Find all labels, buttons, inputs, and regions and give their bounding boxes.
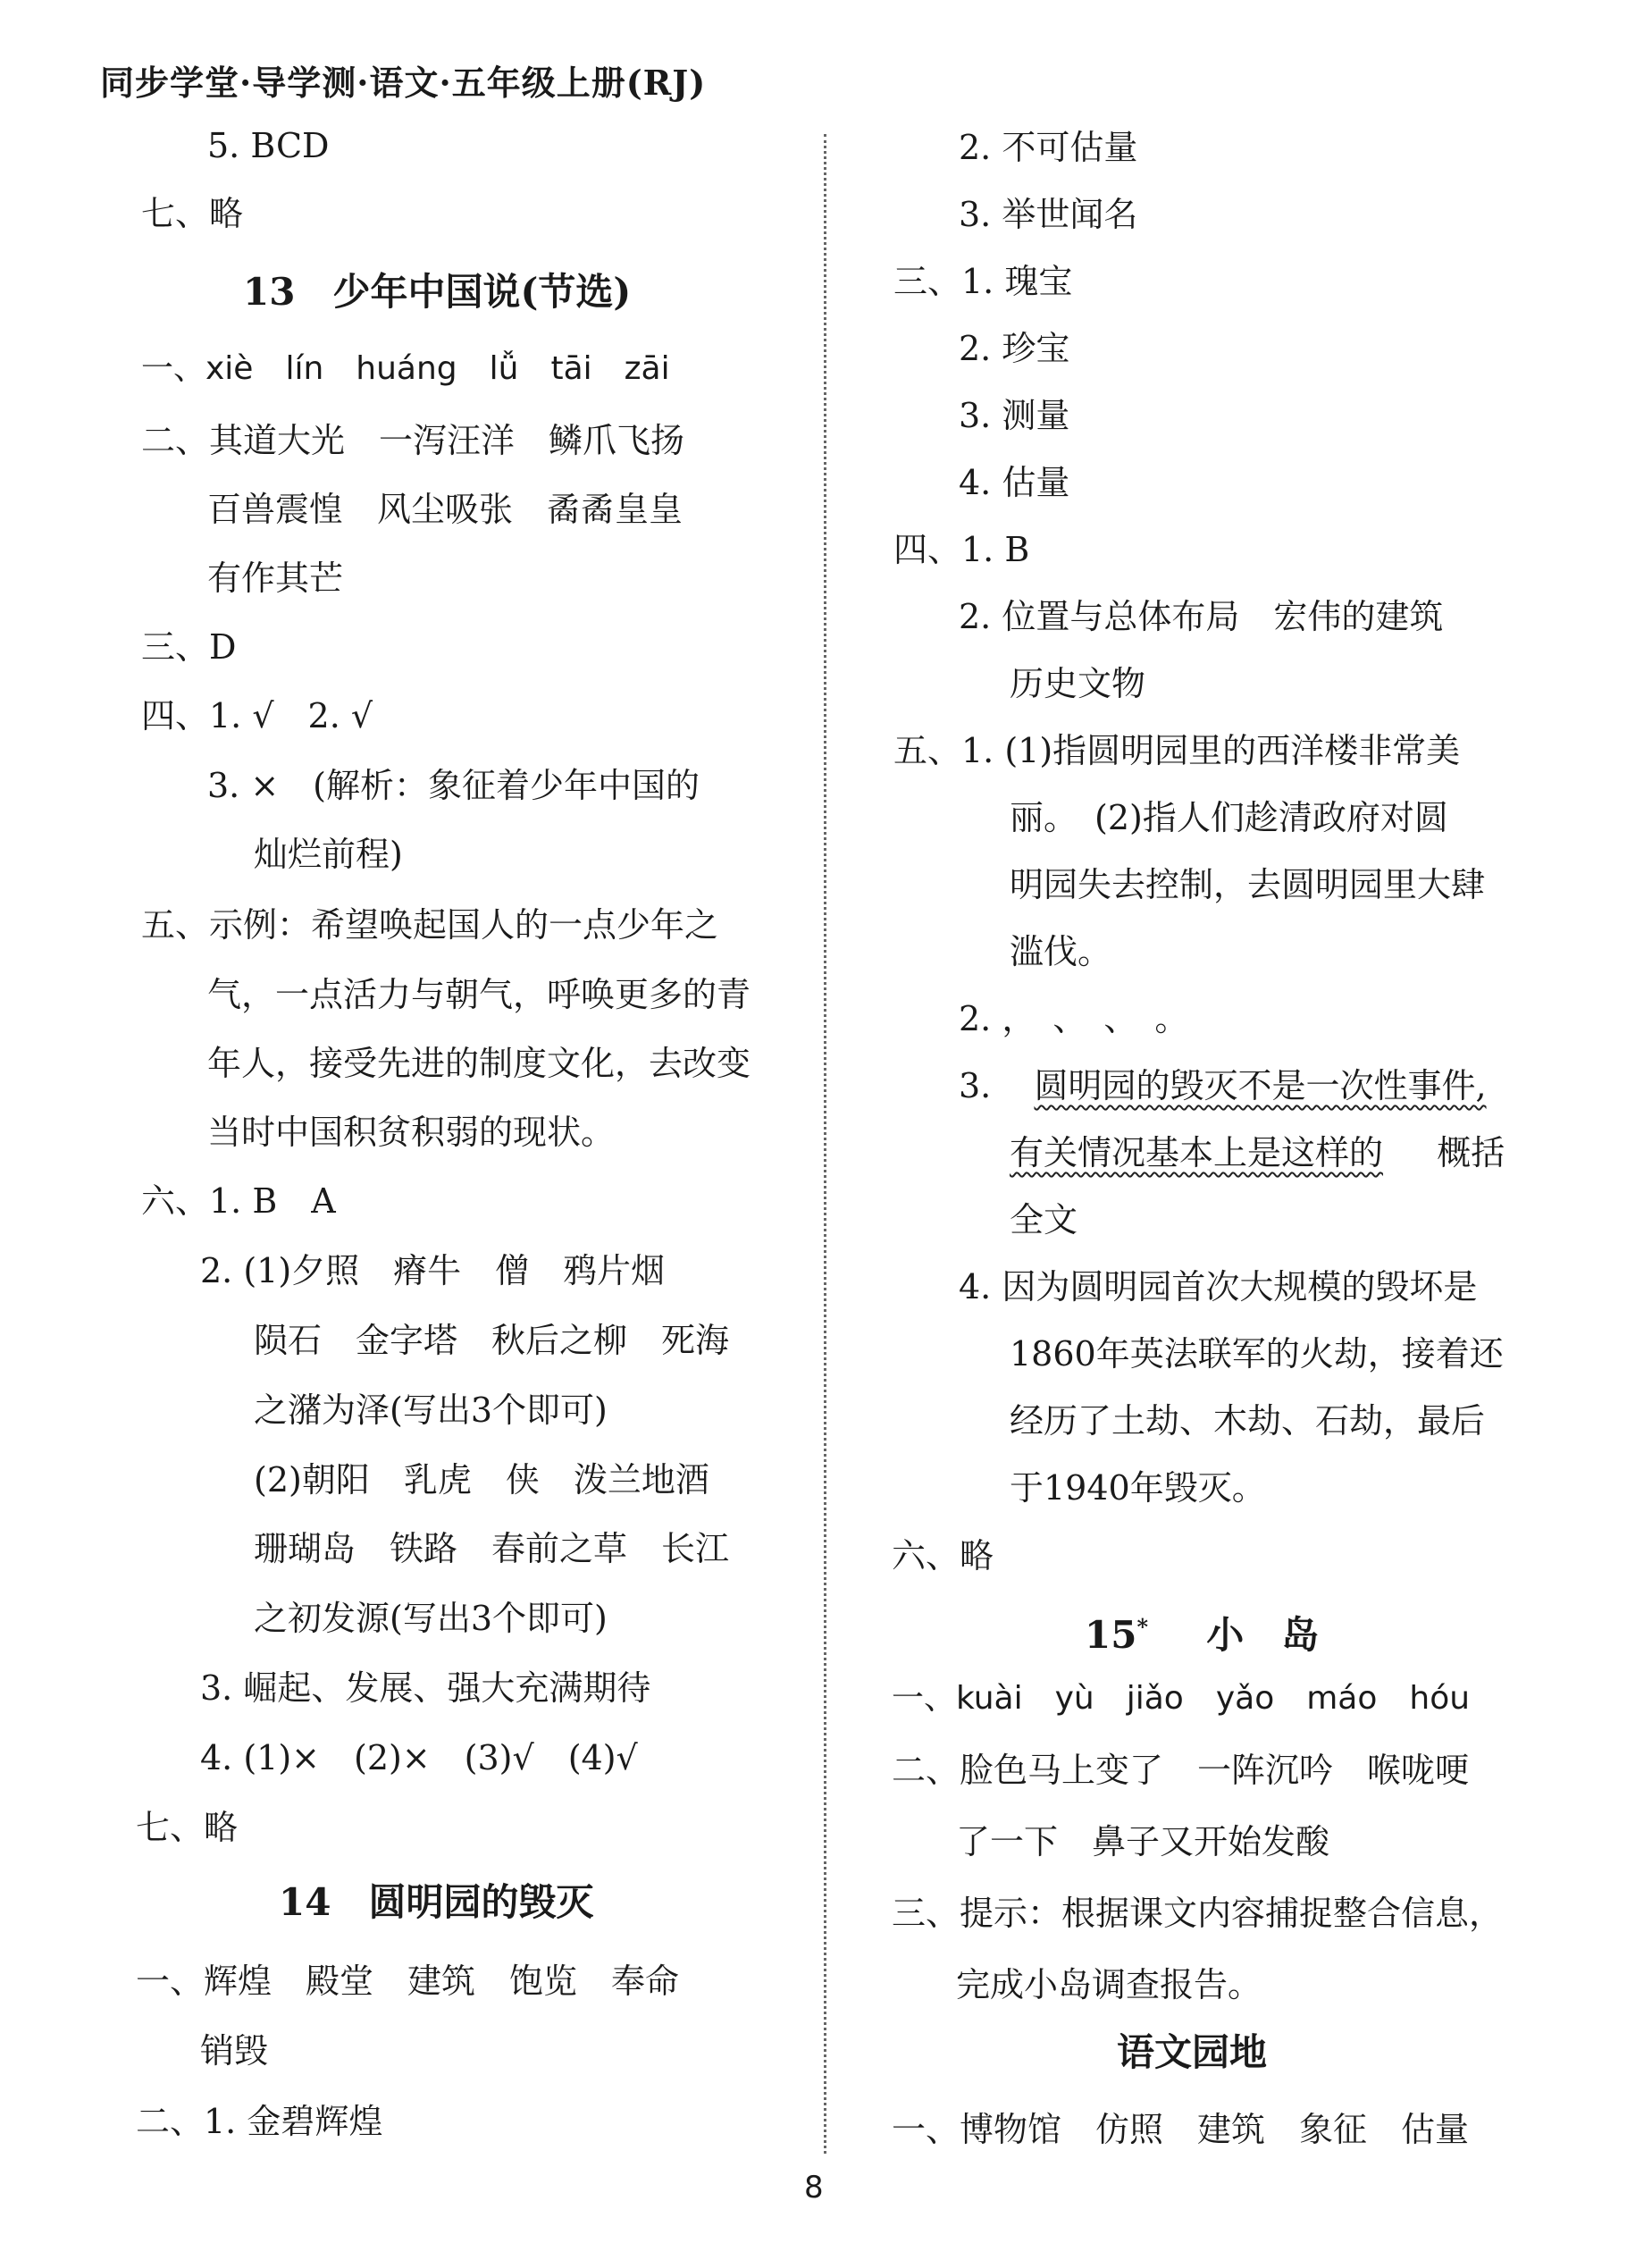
answer-line: 三、提示：根据课文内容捕捉整合信息， — [892, 1894, 1504, 1933]
page-header: 同步学堂·导学测·语文·五年级上册(RJ) — [100, 63, 707, 103]
answer-line: 二、1. 金碧辉煌 — [136, 2102, 383, 2141]
answer-line: 一、辉煌 殿堂 建筑 饱览 奉命 — [136, 1962, 680, 2001]
answer-line: 灿烂前程) — [254, 835, 403, 874]
answer-line: 明园失去控制，去圆明园里大肆 — [1010, 865, 1486, 904]
answer-line: 七、略 — [136, 1808, 239, 1847]
answer-line: (2)朝阳 乳虎 侠 泼兰地酒 — [254, 1460, 709, 1500]
answer-line: 5. BCD — [207, 126, 330, 165]
wavy-underlined-text: 有关情况基本上是这样的 — [1010, 1133, 1384, 1172]
answer-line: 三、1. 瑰宝 — [893, 262, 1073, 301]
answer-line: 经历了土劫、木劫、石劫，最后 — [1010, 1401, 1486, 1441]
answer-line: 2. (1)夕照 瘠牛 僧 鸦片烟 — [200, 1251, 666, 1290]
answer-line: 有作其芒 — [207, 559, 344, 598]
pinyin-answer-line: 一、xiè lín huáng lǚ tāi zāi — [141, 350, 670, 387]
answer-line: 丽。 (2)指人们趁清政府对圆 — [1010, 798, 1448, 837]
answer-line: 年人，接受先进的制度文化，去改变 — [207, 1044, 751, 1083]
answer-line: 之潴为泽(写出3个即可) — [254, 1390, 608, 1430]
answer-line: 了一下 鼻子又开始发酸 — [956, 1822, 1330, 1861]
answer-line: 2. 不可估量 — [959, 128, 1138, 167]
answer-line: 三、D — [141, 627, 237, 667]
section-title-garden: 语文园地 — [1117, 2030, 1268, 2074]
answer-line: 五、示例：希望唤起国人的一点少年之 — [141, 905, 719, 945]
answer-line: 2. ， 、 、 。 — [959, 999, 1189, 1038]
answer-line: 于1940年毁灭。 — [1010, 1468, 1266, 1508]
answer-line: 四、1. B — [893, 530, 1030, 569]
answer-line: 五、1. (1)指圆明园里的西洋楼非常美 — [893, 731, 1461, 770]
answer-line: 2. 珍宝 — [959, 329, 1070, 368]
section-title-text: 小 岛 — [1206, 1613, 1320, 1657]
answer-line: 完成小岛调查报告。 — [956, 1965, 1262, 2004]
asterisk-mark: * — [1136, 1614, 1149, 1640]
pinyin-answer-line: 一、kuài yù jiǎo yǎo máo hóu — [892, 1680, 1471, 1717]
answer-line: 珊瑚岛 铁路 春前之草 长江 — [254, 1529, 730, 1568]
wavy-underlined-text: 圆明园的毁灭不是一次性事件, — [1034, 1066, 1487, 1105]
answer-line: 一、博物馆 仿照 建筑 象征 估量 — [892, 2110, 1470, 2149]
answer-line: 当时中国积贫积弱的现状。 — [207, 1113, 616, 1152]
answer-line: 四、1. √ 2. √ — [141, 696, 373, 735]
answer-line: 气，一点活力与朝气，呼唤更多的青 — [207, 975, 751, 1014]
answer-line: 2. 位置与总体布局 宏伟的建筑 — [959, 597, 1444, 636]
answer-line: 销毁 — [200, 2031, 269, 2071]
section-title-15 — [1085, 1605, 1319, 1658]
answer-line: 1860年英法联军的火劫，接着还 — [1010, 1334, 1504, 1374]
answer-line: 3. 测量 — [959, 396, 1070, 435]
answer-line: 二、其道大光 一泻汪洋 鳞爪飞扬 — [141, 421, 685, 460]
answer-line: 4. (1)× (2)× (3)√ (4)√ — [200, 1738, 638, 1777]
answer-line: 3. 举世闻名 — [959, 195, 1138, 234]
answer-line: 二、脸色马上变了 一阵沉吟 喉咙哽 — [892, 1751, 1470, 1790]
section-title-14: 14 圆明园的毁灭 — [279, 1880, 594, 1924]
answer-line: 六、略 — [892, 1536, 994, 1575]
answer-line: 六、1. B A — [141, 1181, 336, 1221]
answer-line: 滥伐。 — [1010, 932, 1112, 971]
answer-line: 4. 估量 — [959, 463, 1070, 502]
answer-line: 3. × (解析：象征着少年中国的 — [207, 766, 700, 805]
section-number: 15 — [1085, 1613, 1137, 1657]
answer-line: 之初发源(写出3个即可) — [254, 1599, 608, 1638]
answer-line: 4. 因为圆明园首次大规模的毁坏是 — [959, 1267, 1478, 1306]
answer-text: 概括 — [1437, 1133, 1505, 1172]
item-number: 3. — [959, 1066, 992, 1105]
section-title-13: 13 少年中国说(节选) — [243, 270, 632, 314]
answer-line-wavy — [959, 1065, 1487, 1106]
answer-line-wavy — [1010, 1132, 1505, 1173]
answer-line: 全文 — [1010, 1200, 1078, 1239]
answer-line: 百兽震惶 风尘吸张 矞矞皇皇 — [207, 490, 683, 529]
answer-line: 3. 崛起、发展、强大充满期待 — [200, 1668, 651, 1708]
page-number: 8 — [804, 2170, 824, 2205]
answer-line: 历史文物 — [1010, 664, 1146, 703]
answer-line: 陨石 金字塔 秋后之柳 死海 — [254, 1321, 730, 1360]
column-divider — [824, 134, 826, 2154]
answer-line: 七、略 — [141, 194, 244, 233]
